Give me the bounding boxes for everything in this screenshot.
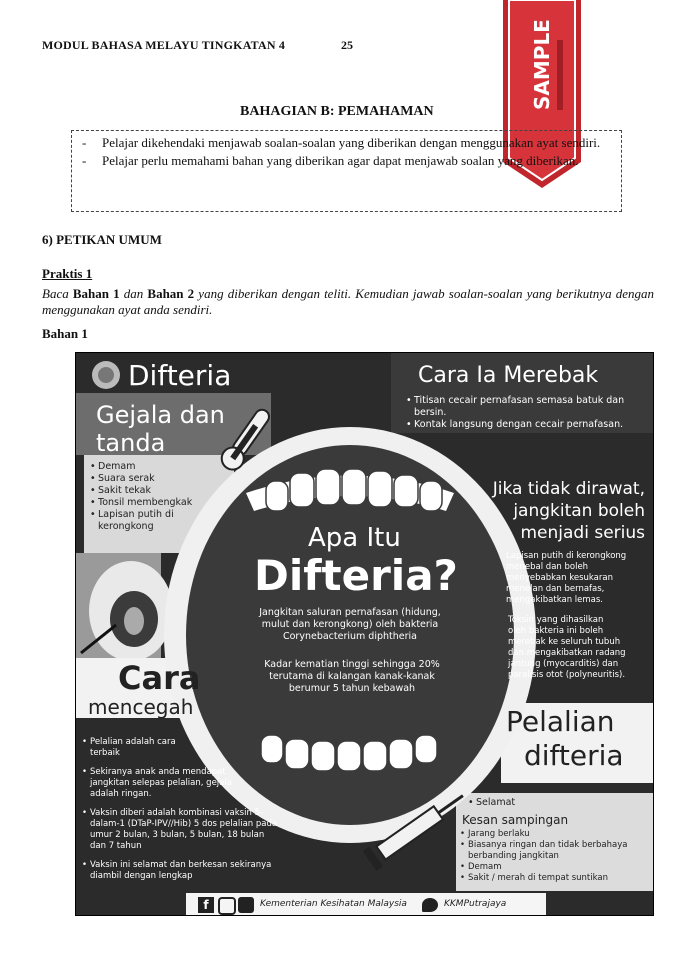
list-item: • Suara serak — [90, 473, 208, 485]
instruction-box — [71, 130, 622, 212]
list-item: • Vaksin diberi adalah kombinasi vaksin 5-dalam-1 (DTaP-IPV//Hib) 5 dos pelalian pada umur 2 bulan, 3 bulan, 5 bulan, 18 bulan dan 7 tahun — [82, 808, 282, 852]
list-item: • Vaksin ini selamat dan berkesan sekiranya diambil dengan lengkap — [82, 860, 282, 882]
instruction-item: - Pelajar perlu memahami bahan yang diberikan agar dapat menjawab soalan yang diberikan. — [102, 153, 613, 169]
center-statistic: Kadar kematian tinggi sehingga 20% terutama di kalangan kanak-kanak berumur 5 tahun kebawah — [264, 659, 440, 694]
footer-twitter: KKMPutrajaya — [444, 899, 507, 909]
difteria-infographic — [75, 352, 654, 916]
kesan-title: Kesan sampingan — [462, 813, 569, 827]
selamat-item: • Selamat — [468, 797, 515, 809]
watermark-text: SAMPLE — [530, 19, 554, 110]
pelalian-title-line: difteria — [524, 739, 624, 772]
list-item: • Sakit / merah di tempat suntikan — [460, 873, 650, 884]
list-item: • Biasanya ringan dan tidak berbahaya berbanding jangkitan — [460, 840, 650, 862]
center-question-line: Apa Itu — [308, 523, 401, 553]
list-item: • Lapisan putih di kerongkong — [90, 509, 208, 533]
serius-paragraph-1: Lapisan putih di kerongkong menebal dan boleh menyebabkan kesukaran menelan dan bernafas, mengakibatkan lemas. — [506, 551, 627, 605]
list-item: • Demam — [90, 461, 208, 473]
list-item: • Pelalian adalah cara terbaik — [82, 737, 200, 759]
facebook-icon: f — [198, 897, 214, 913]
serius-title-line: Jika tidak dirawat, — [492, 479, 645, 499]
module-header: MODUL BAHASA MELAYU TINGKATAN 4 — [42, 38, 286, 52]
pelalian-title-line: Pelalian — [506, 705, 615, 738]
list-item: • Titisan cecair pernafasan semasa batuk dan bersin. — [406, 395, 646, 419]
gejala-title-line: tanda — [96, 429, 166, 457]
twitter-icon — [422, 898, 438, 912]
reading-instruction: Baca Bahan 1 dan Bahan 2 yang diberikan dengan teliti. Kemudian jawab soalan-soalan yang berikutnya dengan menggunakan ayat anda sendiri. — [42, 286, 654, 317]
cegah-title-line: Cara — [118, 659, 201, 697]
gejala-list — [90, 461, 208, 533]
page-number: 25 — [341, 38, 353, 52]
footer-ministry: Kementerian Kesihatan Malaysia — [260, 899, 407, 909]
list-item: • Tonsil membengkak — [90, 497, 208, 509]
instagram-icon — [218, 897, 236, 915]
serius-title-line: jangkitan boleh — [513, 501, 645, 521]
serius-title-line: menjadi serius — [520, 523, 645, 543]
cegah-list — [82, 737, 282, 882]
list-item: • Sekiranya anak anda mendapat jangkitan selepas pelalian, gejala adalah ringan. — [82, 767, 240, 800]
kesan-list — [460, 829, 650, 884]
merebak-title: Cara Ia Merebak — [418, 363, 599, 388]
center-description: Jangkitan saluran pernafasan (hidung, mulut dan kerongkong) oleh bakteria Corynebacterium diphtheria — [259, 607, 441, 642]
center-question-title: Difteria? — [254, 551, 458, 600]
list-item: • Jarang berlaku — [460, 829, 650, 840]
section-title: BAHAGIAN B: PEMAHAMAN — [240, 104, 434, 119]
praktis-heading: Praktis 1 — [42, 266, 93, 281]
poster-title: Difteria — [128, 359, 232, 392]
list-item: • Demam — [460, 862, 650, 873]
cegah-title-line: mencegah — [88, 695, 194, 719]
serius-paragraph-2: Toksin yang dihasilkan oleh bakteria ini boleh merebak ke seluruh tubuh dan mengakibatkan radang jantung (myocarditis) dan paralisis otot (polyneuritis). — [508, 615, 626, 680]
subsection-heading: 6) PETIKAN UMUM — [42, 232, 162, 247]
bahan-label: Bahan 1 — [42, 326, 88, 341]
gejala-title-line: Gejala dan — [96, 401, 225, 429]
instruction-item: - Pelajar dikehendaki menjawab soalan-soalan yang diberikan dengan menggunakan ayat sendiri. — [102, 135, 613, 151]
list-item: • Sakit tekak — [90, 485, 208, 497]
merebak-list — [406, 395, 646, 431]
youtube-icon — [238, 897, 254, 913]
list-item: • Kontak langsung dengan cecair pernafasan. — [406, 419, 646, 431]
